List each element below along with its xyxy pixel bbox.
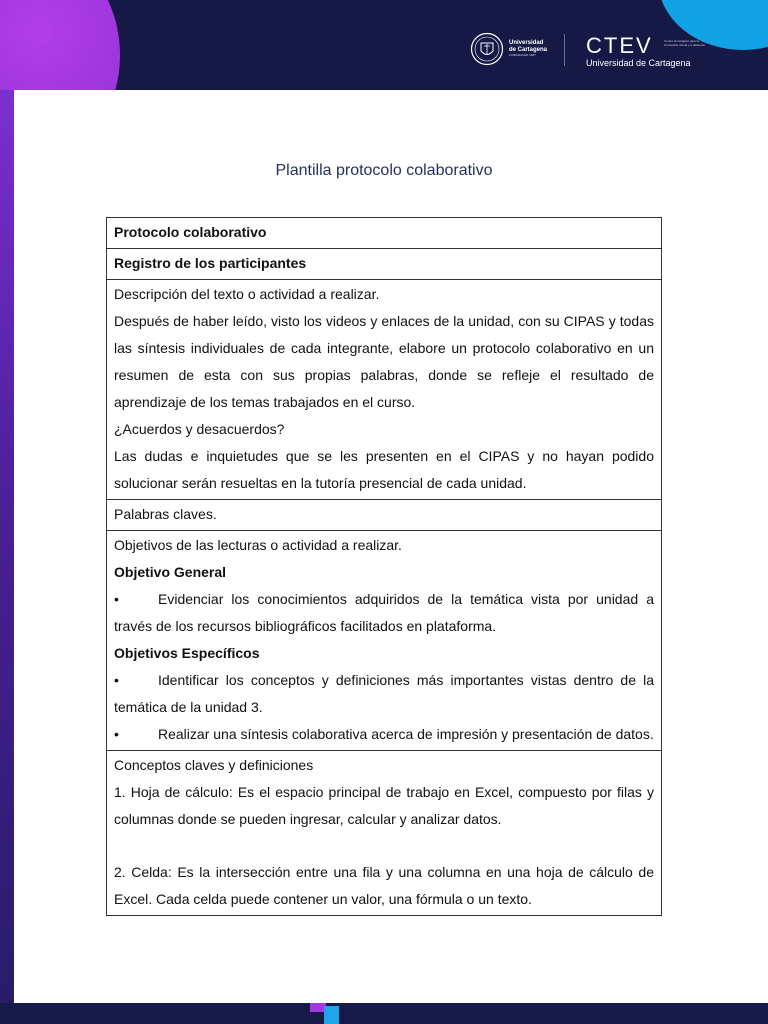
ctev-logo — [586, 33, 705, 68]
bullet-icon: • — [114, 591, 119, 607]
logo-divider — [564, 34, 565, 66]
concepts-cell — [107, 751, 662, 916]
specific-objective-item — [114, 667, 654, 721]
university-seal-icon — [470, 32, 504, 66]
description-cell — [107, 280, 662, 500]
ctev-subtitle: Universidad de Cartagena — [586, 58, 691, 68]
university-name-line2: de Cartagena — [509, 46, 548, 53]
bullet-icon: • — [114, 726, 119, 742]
footer-background — [0, 1003, 768, 1024]
concepts-label: Conceptos claves y definiciones — [114, 757, 314, 773]
university-motto: FUNDADA EN 1827 — [509, 53, 536, 57]
objectives-label: Objetivos de las lecturas o actividad a realizar. — [114, 537, 402, 553]
protocol-table — [106, 217, 662, 916]
blue-square-decoration — [324, 1006, 339, 1024]
spacer — [114, 833, 654, 859]
tutoring-note: Las dudas e inquietudes que se les presenten en el CIPAS y no hayan podido solucionar serán resueltas en la tutoría presencial de cada unidad. — [114, 448, 654, 491]
general-objective-heading: Objetivo General — [114, 564, 227, 580]
table-row — [107, 280, 662, 500]
table-row — [107, 531, 662, 751]
description-paragraph: Después de haber leído, visto los videos y enlaces de la unidad, con su CIPAS y todas las síntesis individuales de cada integrante, elabore un protocolo colaborativo en un resumen de esta con sus propias palabras, donde se refleje el resultado de aprendizaje de los temas trabajados en el curso. — [114, 313, 654, 410]
document-title: Plantilla protocolo colaborativo — [275, 162, 493, 179]
participants-label: Registro de los participantes — [107, 249, 662, 280]
specific-objectives-heading: Objetivos Específicos — [114, 645, 260, 661]
objectives-cell — [107, 531, 662, 751]
ctev-acronym: CTEV — [586, 33, 653, 58]
table-row — [107, 500, 662, 531]
table-heading: Protocolo colaborativo — [107, 218, 662, 249]
description-label: Descripción del texto o actividad a realizar. — [114, 286, 380, 302]
side-gradient-strip — [0, 90, 14, 1024]
concept-item: 1. Hoja de cálculo: Es el espacio principal de trabajo en Excel, compuesto por filas y columnas donde se pueden ingresar, calcular y analizar datos. — [114, 784, 654, 827]
concept-item: 2. Celda: Es la intersección entre una fila y una columna en una hoja de cálculo de Excel. Cada celda puede contener un valor, una fórmula o un texto. — [114, 864, 654, 907]
table-row — [107, 249, 662, 280]
table-row — [107, 751, 662, 916]
document-page — [14, 90, 768, 1003]
specific-objective-text: Identificar los conceptos y definiciones más importantes vistas dentro de la temática de la unidad 3. — [114, 672, 654, 715]
keywords-label: Palabras claves. — [107, 500, 662, 531]
university-name-line1: Universidad — [509, 40, 544, 46]
ctev-tagline: Centro tecnológico para la innovación virtual y a distancia — [664, 39, 705, 47]
general-objective-text: Evidenciar los conocimientos adquiridos de la temática vista por unidad a través de los recursos bibliográficos facilitados en plataforma. — [114, 591, 654, 634]
specific-objective-text: Realizar una síntesis colaborativa acerca de impresión y presentación de datos. — [158, 726, 654, 742]
bullet-icon: • — [114, 672, 119, 688]
agreements-question: ¿Acuerdos y desacuerdos? — [114, 421, 285, 437]
table-row — [107, 218, 662, 249]
specific-objective-item — [114, 721, 654, 748]
general-objective-item — [114, 586, 654, 640]
university-logo — [470, 32, 547, 66]
